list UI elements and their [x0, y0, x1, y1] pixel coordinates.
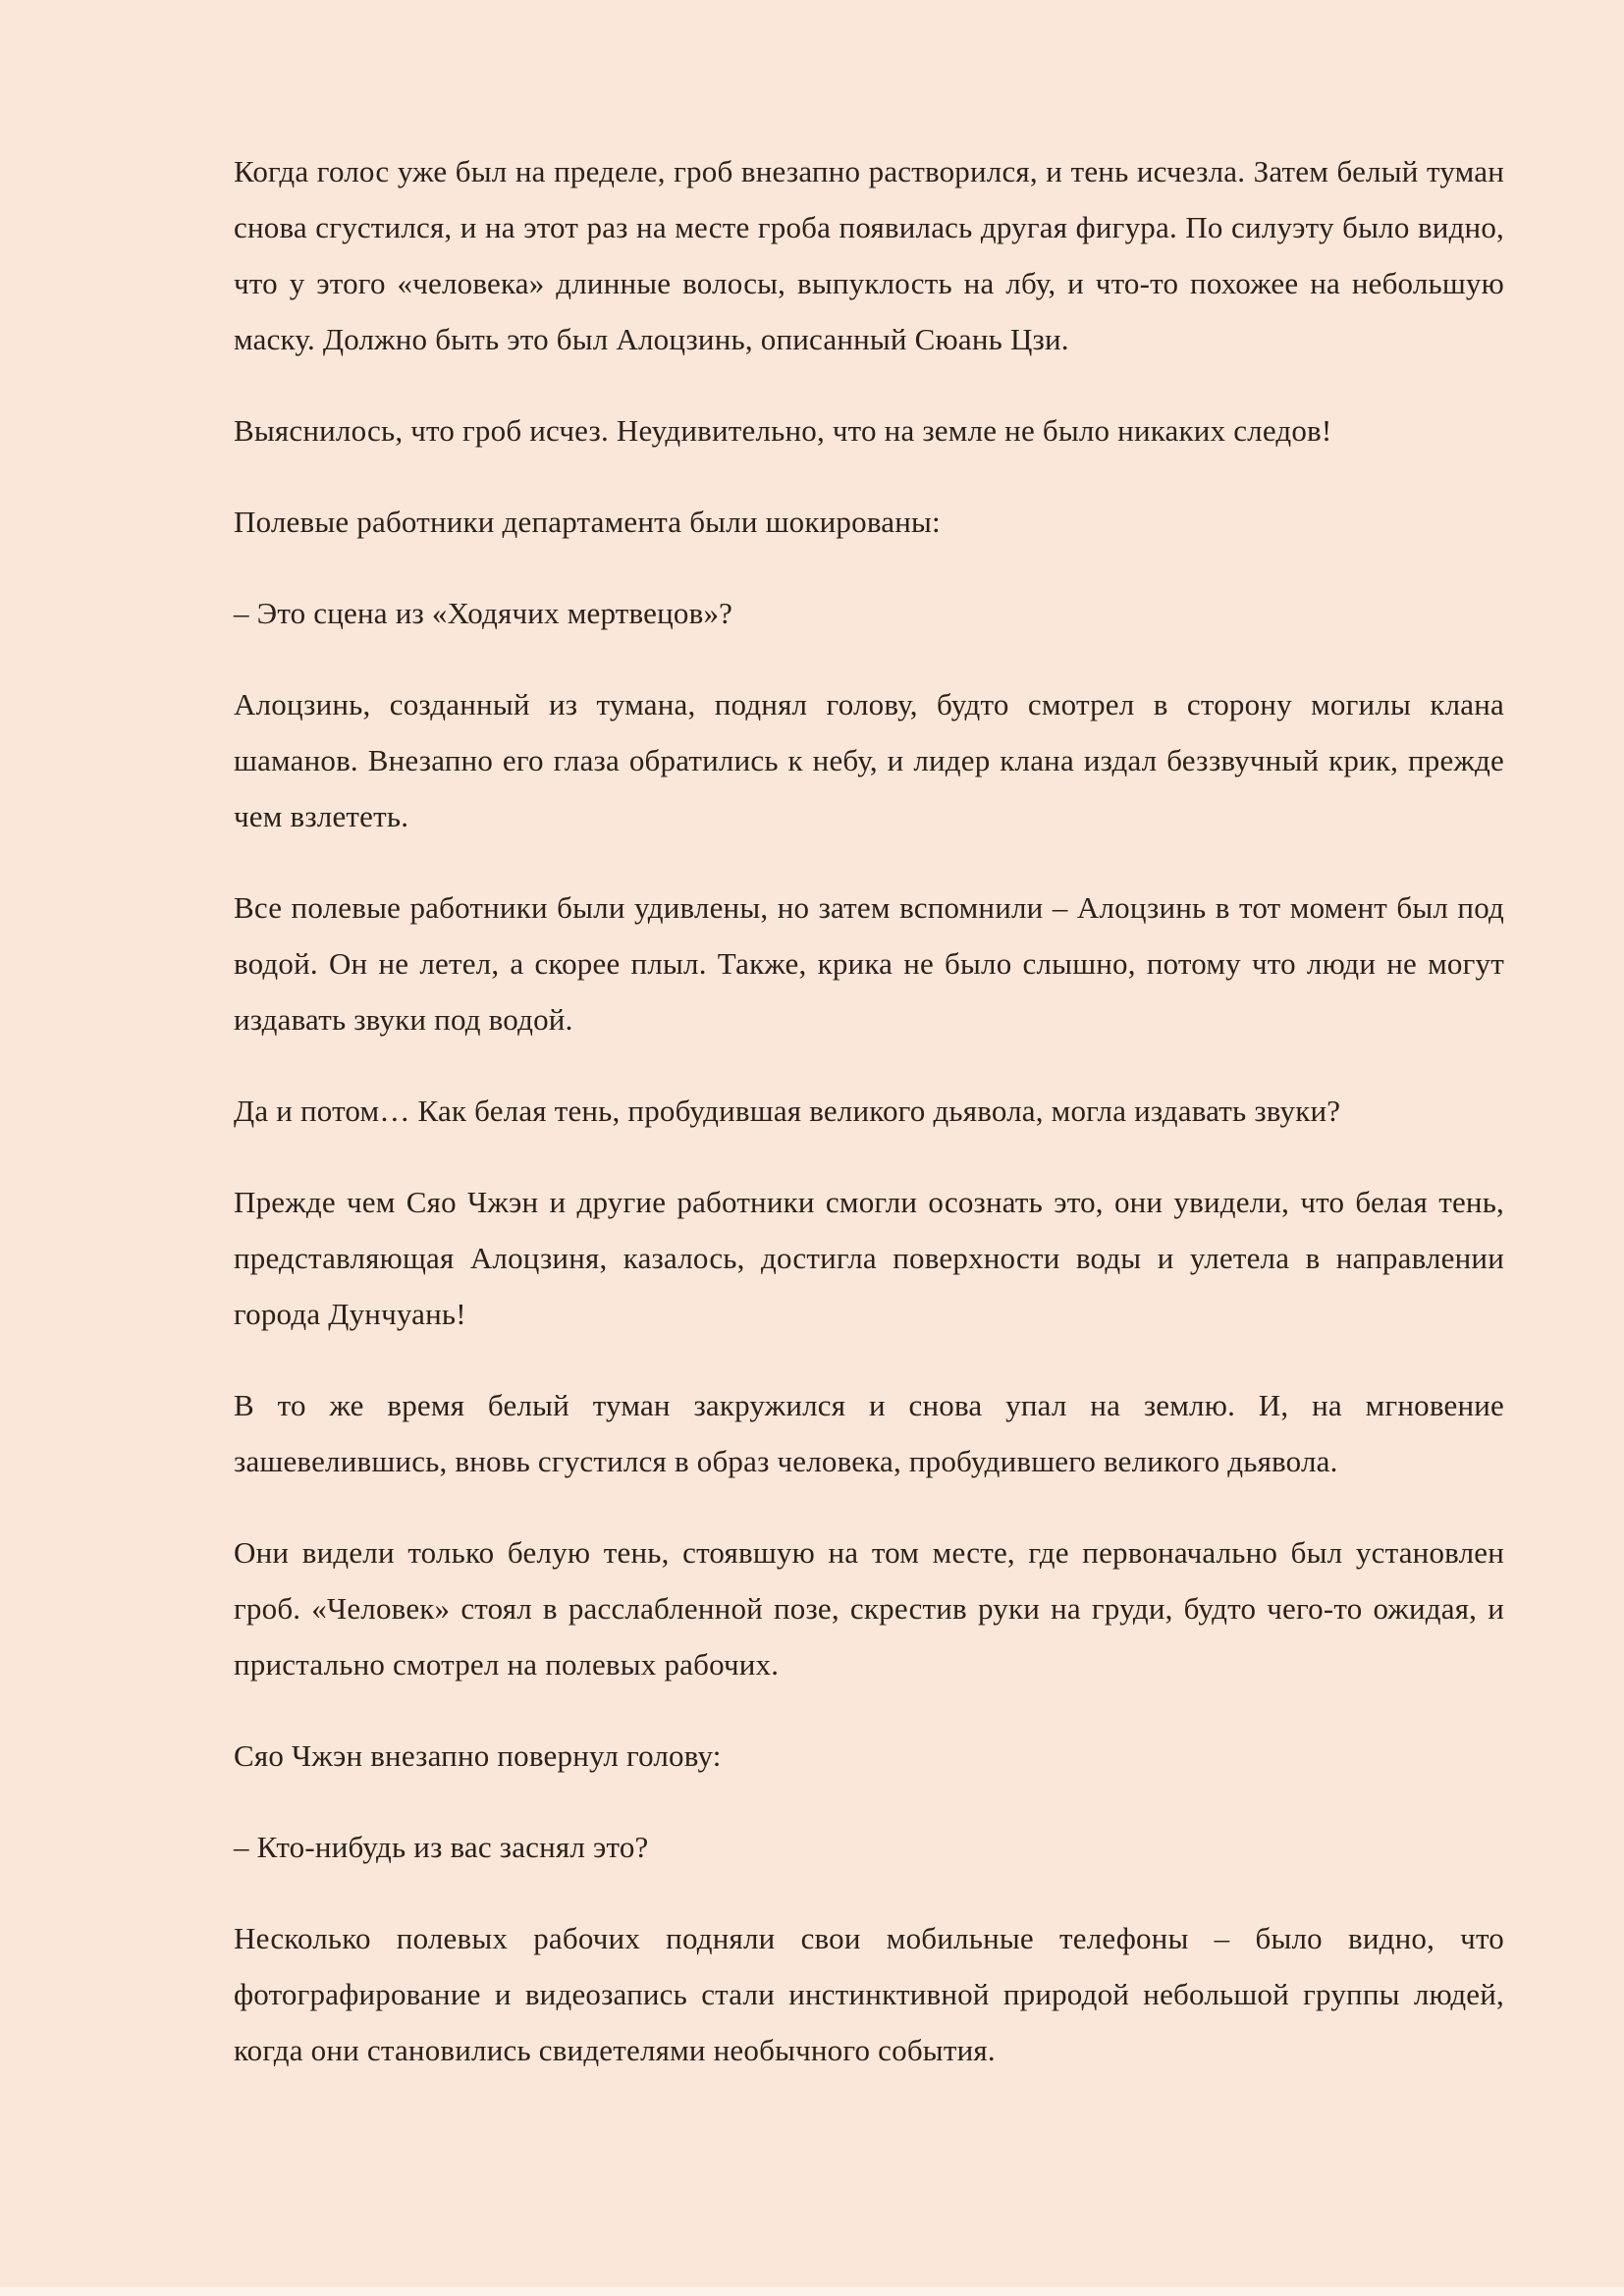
- paragraph: Сяо Чжэн внезапно повернул голову:: [234, 1738, 722, 1773]
- paragraph: В то же время белый туман закружился и снова упал на землю. И, на мгновение зашевелившись, вновь сгустился в образ человека, пробудившего великого дьявола.: [234, 1388, 1504, 1478]
- paragraph: – Это сцена из «Ходячих мертвецов»?: [234, 596, 733, 630]
- paragraph: Когда голос уже был на пределе, гроб внезапно растворился, и тень исчезла. Затем белый туман снова сгустился, и на этот раз на месте гроба появилась другая фигура. По силуэту было видно, что у этого «человека» длинные волосы, выпуклость на лбу, и что-то похожее на небольшую маску. Должно быть это был Алоцзинь, описанный Сюань Цзи.: [234, 154, 1504, 356]
- paragraph: Алоцзинь, созданный из тумана, поднял голову, будто смотрел в сторону могилы клана шаманов. Внезапно его глаза обратились к небу, и лидер клана издал беззвучный крик, прежде чем взлететь.: [234, 687, 1504, 833]
- text-column: [234, 143, 1504, 2113]
- paragraph: Выяснилось, что гроб исчез. Неудивительно, что на земле не было никаких следов!: [234, 413, 1332, 448]
- bottom-edge-bar: [0, 2287, 1624, 2296]
- paragraph: Прежде чем Сяо Чжэн и другие работники смогли осознать это, они увидели, что белая тень, представляющая Алоцзиня, казалось, достигла поверхности воды и улетела в направлении города Дунчуань!: [234, 1185, 1504, 1331]
- paragraph: Полевые работники департамента были шокированы:: [234, 505, 941, 539]
- paragraph: Да и потом… Как белая тень, пробудившая великого дьявола, могла издавать звуки?: [234, 1094, 1341, 1128]
- paragraph: – Кто-нибудь из вас заснял это?: [234, 1830, 649, 1864]
- paragraph: Несколько полевых рабочих подняли свои мобильные телефоны – было видно, что фотографирование и видеозапись стали инстинктивной природой небольшой группы людей, когда они становились свидетелями необычного события.: [234, 1921, 1504, 2067]
- paragraph: Все полевые работники были удивлены, но затем вспомнили – Алоцзинь в тот момент был под водой. Он не летел, а скорее плыл. Также, крика не было слышно, потому что люди не могут издавать звуки под водой.: [234, 890, 1504, 1037]
- paragraph: Они видели только белую тень, стоявшую на том месте, где первоначально был установлен гроб. «Человек» стоял в расслабленной позе, скрестив руки на груди, будто чего-то ожидая, и пристально смотрел на полевых рабочих.: [234, 1535, 1504, 1682]
